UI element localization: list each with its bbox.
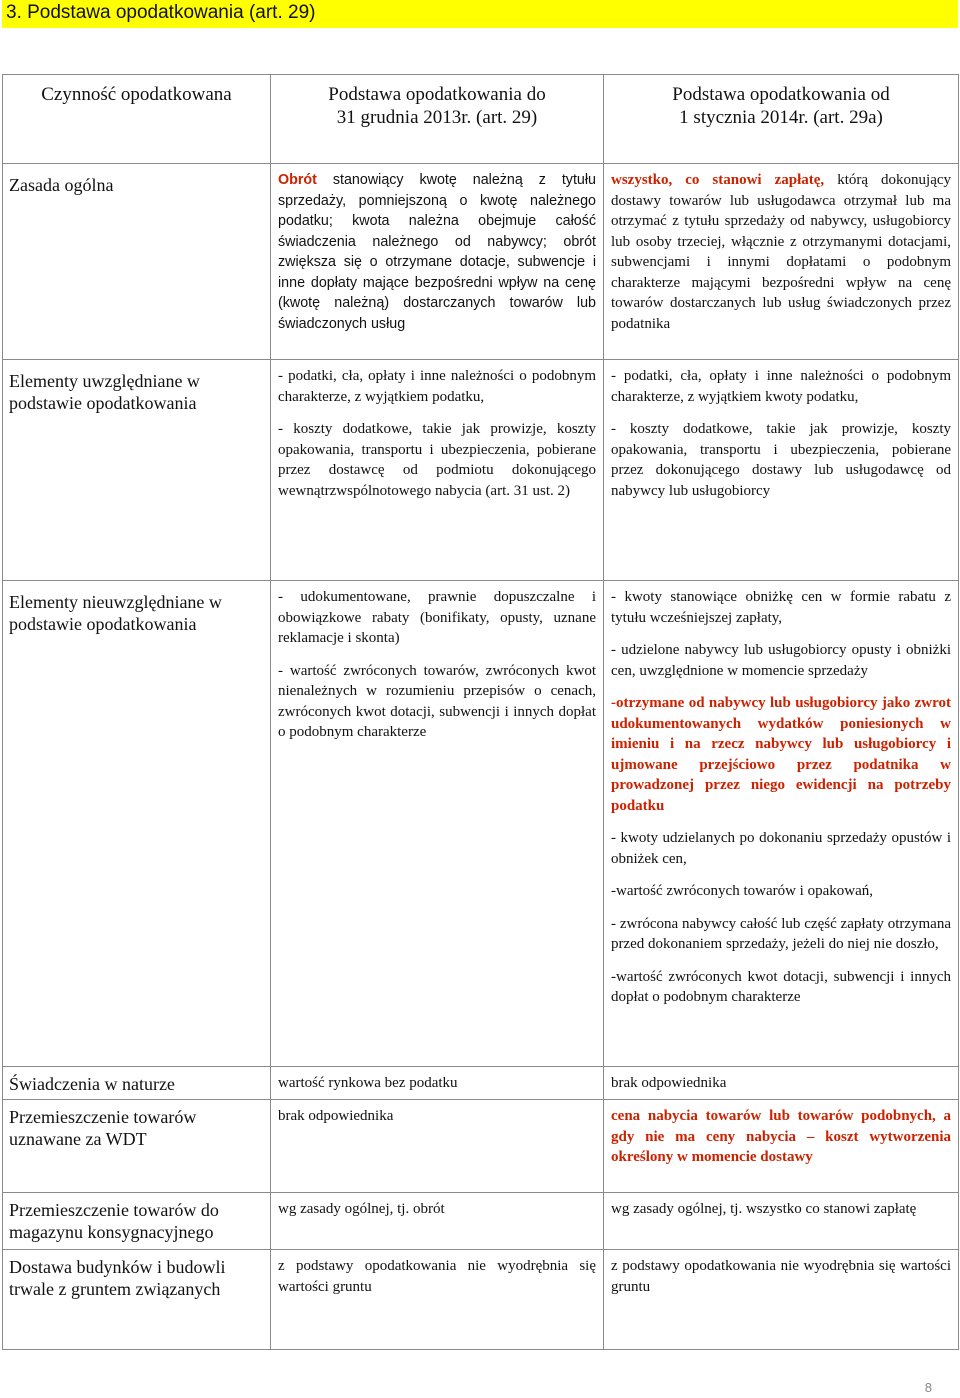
new-rule-item: - kwoty stanowiące obniżkę cen w formie rabatu z tytułu wcześniejszej zapłaty, — [611, 589, 951, 626]
old-rule-cell: z podstawy opodatkowania nie wyodrębnia się wartości gruntu — [271, 1250, 604, 1350]
header-from-2014 — [604, 75, 959, 164]
table-row — [3, 1067, 959, 1100]
row-label: Zasada ogólna — [3, 164, 271, 360]
old-rule-item: - podatki, cła, opłaty i inne należności o podobnym charakterze, z wyjątkiem podatku, — [278, 368, 596, 405]
new-rule-cell — [604, 164, 959, 360]
new-rule-cell: cena nabycia towarów lub towarów podobnych, a gdy nie ma ceny nabycia – koszt wytworzenia określony w momencie dostawy — [604, 1100, 959, 1193]
row-label: Dostawa budynków i budowli trwale z gruntem związanych — [3, 1250, 271, 1350]
table-row — [3, 360, 959, 581]
row-label: Elementy nieuwzględniane w podstawie opodatkowania — [3, 581, 271, 1067]
header-until-2013-line1: Podstawa opodatkowania do — [328, 84, 546, 105]
new-rule-item-highlighted: -otrzymane od nabywcy lub usługobiorcy jako zwrot udokumentowanych wydatków poniesionych w imieniu i na rzecz nabywcy lub usługobiorcy i ujmowane przejściowo przez podatnika w prowadzonej przez niego ewidencji na potrzeby podatku — [611, 695, 951, 814]
section-heading: 3. Podstawa opodatkowania (art. 29) — [2, 0, 958, 28]
page-number: 8 — [924, 1380, 932, 1395]
new-rule-item: - podatki, cła, opłaty i inne należności o podobnym charakterze, z wyjątkiem kwoty podatku, — [611, 368, 951, 405]
new-rule-cell — [604, 360, 959, 581]
table-row — [3, 1250, 959, 1350]
header-activity — [3, 75, 271, 164]
table-header-row — [3, 75, 959, 164]
old-rule-cell: wg zasady ogólnej, tj. obrót — [271, 1193, 604, 1250]
new-rule-text: którą dokonujący dostawy towarów lub usługodawca otrzymał lub ma otrzymać z tytułu sprzedaży od nabywcy, usługobiorcy lub osoby trzeciej, włącznie z otrzymanymi dotacjami, subwencjami i innymi dopłatami o podobnym charakterze mającymi bezpośredni wpływ na cenę towarów dostarczanych lub usług świadczonych przez podatnika — [611, 172, 952, 332]
new-rule-cell: brak odpowiednika — [604, 1067, 959, 1100]
new-rule-cell — [604, 581, 959, 1067]
table-row — [3, 1100, 959, 1193]
new-rule-item: -wartość zwróconych kwot dotacji, subwencji i innych dopłat o podobnym charakterze — [611, 968, 951, 1005]
old-rule-text: stanowiący kwotę należną z tytułu sprzedaży, pomniejszoną o kwotę należnego podatku; kwota należna obejmuje całość świadczenia należnego od nabywcy; obrót zwiększa się o otrzymane dotacje, subwencje i inne dopłaty mające bezpośredni wpływ na cenę (kwotę należną) dostarczanych towarów lub świadczonych usług — [278, 172, 596, 332]
table-row — [3, 164, 959, 360]
old-rule-item: - koszty dodatkowe, takie jak prowizje, koszty opakowania, transportu i ubezpieczenia, pobierane przez dostawcę od podmiotu dokonującego wewnątrzwspólnotowego nabycia (art. 31 ust. 2) — [278, 421, 596, 499]
new-rule-item: - koszty dodatkowe, takie jak prowizje, koszty opakowania, transportu i ubezpieczenia, pobierane przez dokonującego dostawy lub usługodawcę od nabywcy lub usługobiorcy — [611, 421, 951, 499]
new-rule-item: - udzielone nabywcy lub usługobiorcy opusty i obniżki cen, uwzględnione w momencie sprzedaży — [611, 642, 951, 679]
header-from-2014-line1: Podstawa opodatkowania od — [672, 84, 890, 105]
header-until-2013 — [271, 75, 604, 164]
new-rule-item: - zwrócona nabywcy całość lub część zapłaty otrzymana przed dokonaniem sprzedaży, jeżeli do niej nie doszło, — [611, 915, 951, 952]
old-rule-cell: brak odpowiednika — [271, 1100, 604, 1193]
old-rule-cell — [271, 360, 604, 581]
old-rule-cell — [271, 164, 604, 360]
row-label: Przemieszczenie towarów do magazynu konsygnacyjnego — [3, 1193, 271, 1250]
table-row — [3, 1193, 959, 1250]
row-label: Przemieszczenie towarów uznawane za WDT — [3, 1100, 271, 1193]
new-rule-cell: z podstawy opodatkowania nie wyodrębnia się wartości gruntu — [604, 1250, 959, 1350]
row-label: Elementy uwzględniane w podstawie opodatkowania — [3, 360, 271, 581]
old-rule-item: - udokumentowane, prawnie dopuszczalne i obowiązkowe rabaty (bonifikaty, opusty, uznane reklamacje i skonta) — [278, 589, 596, 646]
row-label: Świadczenia w naturze — [3, 1067, 271, 1100]
new-rule-lead: wszystko, co stanowi zapłatę, — [611, 172, 825, 188]
new-rule-item: -wartość zwróconych towarów i opakowań, — [611, 883, 873, 899]
header-until-2013-line2: 31 grudnia 2013r. (art. 29) — [336, 107, 538, 128]
header-activity-label: Czynność opodatkowana — [41, 84, 232, 105]
tax-base-comparison-table — [2, 74, 959, 1350]
old-rule-cell — [271, 581, 604, 1067]
new-rule-item: - kwoty udzielanych po dokonaniu sprzedaży opustów i obniżek cen, — [611, 830, 951, 867]
header-from-2014-line2: 1 stycznia 2014r. (art. 29a) — [679, 107, 883, 128]
old-rule-cell: wartość rynkowa bez podatku — [271, 1067, 604, 1100]
table-row — [3, 581, 959, 1067]
new-rule-cell: wg zasady ogólnej, tj. wszystko co stanowi zapłatę — [604, 1193, 959, 1250]
old-rule-lead: Obrót — [278, 172, 317, 188]
old-rule-item: - wartość zwróconych towarów, zwróconych kwot nienależnych w rozumieniu przepisów o cenach, zwróconych kwot dotacji, subwencji i innych dopłat o podobnym charakterze — [278, 662, 596, 740]
